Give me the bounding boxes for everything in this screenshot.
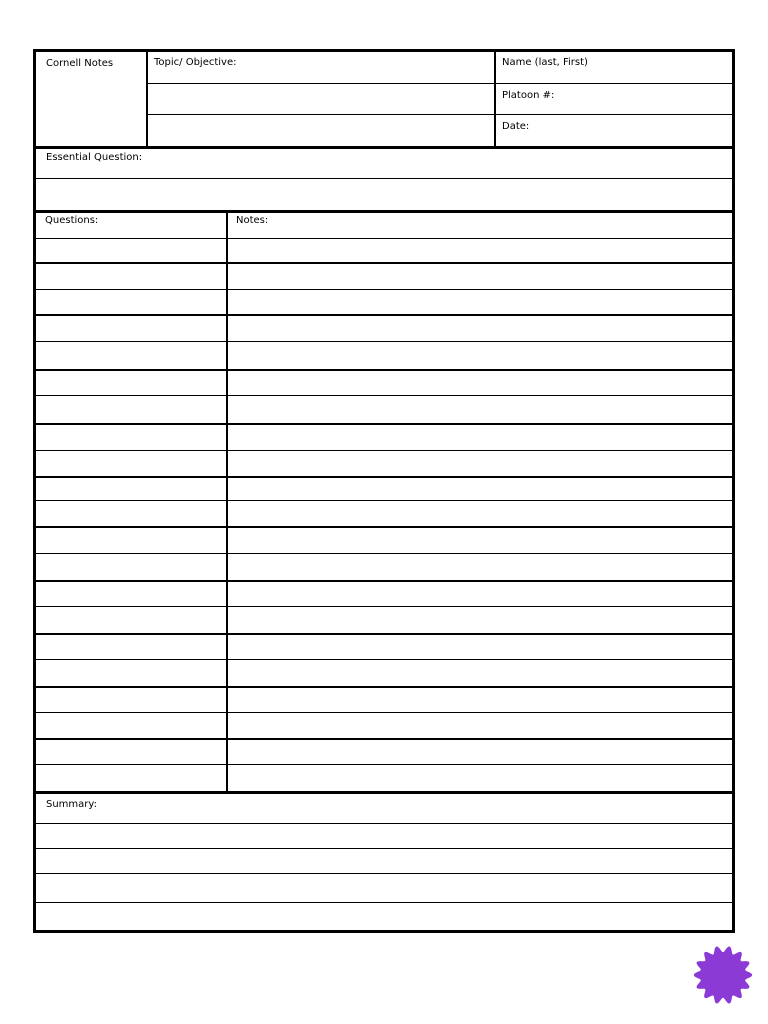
notes-rule-line xyxy=(36,606,732,607)
header-row-line-2 xyxy=(148,114,732,115)
notes-rule-line xyxy=(36,369,732,371)
badge-shape xyxy=(694,947,752,1004)
notes-rule-line xyxy=(36,314,732,316)
scalloped-circle-icon xyxy=(692,944,754,1006)
notes-rule-line xyxy=(36,262,732,264)
notes-rule-line xyxy=(36,238,732,239)
name-label: Name (last, First) xyxy=(502,57,588,68)
notes-rule-line xyxy=(36,526,732,528)
notes-rule-line xyxy=(36,289,732,290)
essential-answer-line xyxy=(36,178,732,179)
topic-objective-label: Topic/ Objective: xyxy=(154,57,237,68)
summary-line xyxy=(36,902,732,903)
notes-rule-line xyxy=(36,395,732,396)
notes-rule-line xyxy=(36,712,732,713)
notes-rule-line xyxy=(36,580,732,582)
platoon-label: Platoon #: xyxy=(502,90,555,101)
notes-rule-line xyxy=(36,450,732,451)
essential-question-label: Essential Question: xyxy=(46,152,143,163)
notes-rule-line xyxy=(36,686,732,688)
notes-rule-line xyxy=(36,341,732,342)
header-divider-right xyxy=(494,52,496,146)
summary-top-border xyxy=(36,791,732,794)
sheet-title: Cornell Notes xyxy=(46,58,114,69)
questions-column-label: Questions: xyxy=(45,215,99,226)
summary-line xyxy=(36,823,732,824)
notes-rule-line xyxy=(36,633,732,635)
summary-label: Summary: xyxy=(46,799,97,810)
header-row-line-1 xyxy=(148,83,732,84)
notes-rule-line xyxy=(36,553,732,554)
notes-rule-line xyxy=(36,423,732,425)
notes-rule-line xyxy=(36,738,732,740)
date-label: Date: xyxy=(502,121,530,132)
summary-line xyxy=(36,873,732,874)
notes-rule-line xyxy=(36,764,732,765)
notes-column-label: Notes: xyxy=(236,215,269,226)
notes-rule-line xyxy=(36,500,732,501)
questions-notes-divider xyxy=(226,213,228,792)
cornell-notes-sheet xyxy=(33,49,735,933)
summary-line xyxy=(36,848,732,849)
notes-section-top-border xyxy=(36,210,732,213)
header-divider-left xyxy=(146,52,148,146)
essential-top-border xyxy=(36,146,732,149)
notes-rule-line xyxy=(36,659,732,660)
notes-rule-line xyxy=(36,476,732,478)
